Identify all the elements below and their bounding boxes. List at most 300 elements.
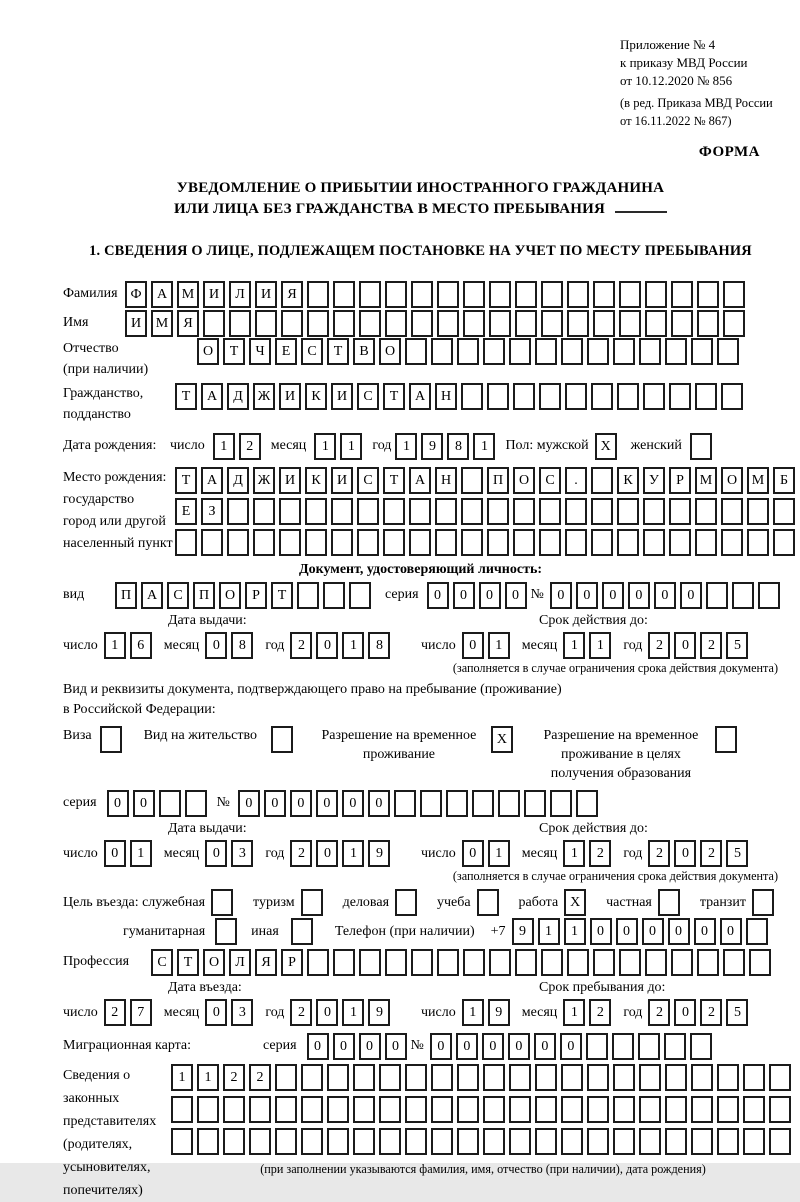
char-box[interactable]: 0 bbox=[616, 918, 638, 945]
char-box[interactable] bbox=[359, 949, 381, 976]
char-box[interactable] bbox=[457, 1096, 479, 1123]
char-box[interactable] bbox=[379, 1064, 401, 1091]
char-box[interactable]: Л bbox=[229, 281, 251, 308]
char-box[interactable]: 6 bbox=[130, 632, 152, 659]
char-box[interactable] bbox=[565, 529, 587, 556]
char-box[interactable] bbox=[333, 281, 355, 308]
char-box[interactable]: 0 bbox=[505, 582, 527, 609]
char-box[interactable] bbox=[203, 310, 225, 337]
char-box[interactable]: Т bbox=[383, 383, 405, 410]
char-box[interactable]: 0 bbox=[316, 632, 338, 659]
char-box[interactable] bbox=[617, 383, 639, 410]
char-box[interactable] bbox=[353, 1096, 375, 1123]
char-box[interactable] bbox=[197, 1096, 219, 1123]
char-box[interactable] bbox=[715, 726, 737, 753]
char-box[interactable]: У bbox=[643, 467, 665, 494]
temp-residence-checkbox[interactable] bbox=[491, 726, 517, 753]
char-box[interactable] bbox=[695, 529, 717, 556]
char-box[interactable]: 0 bbox=[238, 790, 260, 817]
char-box[interactable]: С bbox=[301, 338, 323, 365]
char-box[interactable]: О bbox=[513, 467, 535, 494]
char-box[interactable] bbox=[586, 1033, 608, 1060]
char-box[interactable]: Я bbox=[281, 281, 303, 308]
char-box[interactable] bbox=[431, 338, 453, 365]
char-box[interactable]: 0 bbox=[133, 790, 155, 817]
char-box[interactable] bbox=[717, 1128, 739, 1155]
char-box[interactable] bbox=[457, 1128, 479, 1155]
char-box[interactable]: 2 bbox=[104, 999, 126, 1026]
char-box[interactable] bbox=[645, 949, 667, 976]
char-box[interactable] bbox=[301, 1128, 323, 1155]
char-box[interactable] bbox=[617, 498, 639, 525]
char-box[interactable] bbox=[255, 310, 277, 337]
char-box[interactable] bbox=[249, 1128, 271, 1155]
char-box[interactable]: 8 bbox=[368, 632, 390, 659]
char-box[interactable] bbox=[645, 310, 667, 337]
temp-residence-edu-checkbox[interactable] bbox=[715, 726, 741, 753]
char-box[interactable]: 9 bbox=[368, 999, 390, 1026]
char-box[interactable] bbox=[100, 726, 122, 753]
char-box[interactable] bbox=[275, 1064, 297, 1091]
char-box[interactable]: 2 bbox=[648, 632, 670, 659]
char-box[interactable]: 1 bbox=[314, 433, 336, 460]
char-box[interactable]: 0 bbox=[674, 999, 696, 1026]
char-box[interactable]: 1 bbox=[342, 632, 364, 659]
char-box[interactable] bbox=[613, 338, 635, 365]
char-box[interactable]: X bbox=[564, 889, 586, 916]
char-box[interactable]: 0 bbox=[264, 790, 286, 817]
char-box[interactable] bbox=[567, 281, 589, 308]
char-box[interactable] bbox=[379, 1096, 401, 1123]
char-box[interactable] bbox=[253, 529, 275, 556]
char-box[interactable]: 0 bbox=[628, 582, 650, 609]
char-box[interactable]: Т bbox=[175, 383, 197, 410]
char-box[interactable] bbox=[561, 1128, 583, 1155]
char-box[interactable] bbox=[639, 338, 661, 365]
char-box[interactable] bbox=[431, 1128, 453, 1155]
char-box[interactable]: П bbox=[115, 582, 137, 609]
char-box[interactable] bbox=[638, 1033, 660, 1060]
char-box[interactable] bbox=[405, 1096, 427, 1123]
char-box[interactable]: 0 bbox=[720, 918, 742, 945]
char-box[interactable] bbox=[613, 1064, 635, 1091]
char-box[interactable] bbox=[612, 1033, 634, 1060]
char-box[interactable] bbox=[749, 949, 771, 976]
char-box[interactable]: И bbox=[203, 281, 225, 308]
char-box[interactable] bbox=[665, 1128, 687, 1155]
purpose-work-checkbox[interactable] bbox=[564, 889, 590, 916]
phone-digit-boxes[interactable] bbox=[512, 918, 772, 945]
char-box[interactable]: 1 bbox=[563, 632, 585, 659]
char-box[interactable]: А bbox=[409, 383, 431, 410]
char-box[interactable]: О bbox=[219, 582, 241, 609]
char-box[interactable] bbox=[435, 529, 457, 556]
char-box[interactable] bbox=[561, 1096, 583, 1123]
char-box[interactable] bbox=[539, 383, 561, 410]
char-box[interactable]: Р bbox=[669, 467, 691, 494]
char-box[interactable]: 1 bbox=[340, 433, 362, 460]
char-box[interactable]: X bbox=[491, 726, 513, 753]
char-box[interactable] bbox=[591, 383, 613, 410]
char-box[interactable] bbox=[747, 529, 769, 556]
char-box[interactable]: 2 bbox=[700, 840, 722, 867]
char-box[interactable]: Б bbox=[773, 467, 795, 494]
residence-permit-checkbox[interactable] bbox=[271, 726, 297, 753]
char-box[interactable] bbox=[227, 498, 249, 525]
char-box[interactable]: 2 bbox=[648, 999, 670, 1026]
char-box[interactable]: 8 bbox=[231, 632, 253, 659]
char-box[interactable] bbox=[561, 338, 583, 365]
char-box[interactable]: Н bbox=[435, 467, 457, 494]
char-box[interactable] bbox=[411, 310, 433, 337]
char-box[interactable] bbox=[211, 889, 233, 916]
char-box[interactable]: Т bbox=[177, 949, 199, 976]
char-box[interactable] bbox=[515, 949, 537, 976]
char-box[interactable]: 0 bbox=[482, 1033, 504, 1060]
char-box[interactable] bbox=[717, 1064, 739, 1091]
char-box[interactable] bbox=[385, 281, 407, 308]
char-box[interactable] bbox=[723, 281, 745, 308]
char-box[interactable] bbox=[565, 498, 587, 525]
char-box[interactable] bbox=[305, 529, 327, 556]
char-box[interactable]: И bbox=[279, 467, 301, 494]
char-box[interactable] bbox=[550, 790, 572, 817]
char-box[interactable] bbox=[461, 467, 483, 494]
char-box[interactable] bbox=[461, 383, 483, 410]
char-box[interactable]: 2 bbox=[700, 632, 722, 659]
char-box[interactable]: А bbox=[201, 383, 223, 410]
char-box[interactable] bbox=[279, 529, 301, 556]
char-box[interactable]: 0 bbox=[316, 790, 338, 817]
char-box[interactable]: 2 bbox=[589, 999, 611, 1026]
char-box[interactable] bbox=[691, 1096, 713, 1123]
char-box[interactable] bbox=[639, 1064, 661, 1091]
char-box[interactable]: З bbox=[201, 498, 223, 525]
sex-female-checkbox[interactable] bbox=[690, 433, 716, 460]
char-box[interactable]: 8 bbox=[447, 433, 469, 460]
char-box[interactable] bbox=[769, 1128, 791, 1155]
char-box[interactable] bbox=[437, 281, 459, 308]
char-box[interactable] bbox=[591, 467, 613, 494]
char-box[interactable]: 1 bbox=[104, 632, 126, 659]
char-box[interactable]: 0 bbox=[205, 999, 227, 1026]
char-box[interactable]: 1 bbox=[197, 1064, 219, 1091]
char-box[interactable] bbox=[461, 498, 483, 525]
char-box[interactable] bbox=[463, 310, 485, 337]
char-box[interactable] bbox=[593, 310, 615, 337]
char-box[interactable] bbox=[539, 498, 561, 525]
char-box[interactable]: 1 bbox=[564, 918, 586, 945]
char-box[interactable]: Ф bbox=[125, 281, 147, 308]
char-box[interactable]: М bbox=[747, 467, 769, 494]
char-box[interactable] bbox=[691, 338, 713, 365]
char-box[interactable] bbox=[643, 383, 665, 410]
char-box[interactable]: И bbox=[255, 281, 277, 308]
char-box[interactable] bbox=[691, 1064, 713, 1091]
char-box[interactable]: 0 bbox=[430, 1033, 452, 1060]
char-box[interactable]: 1 bbox=[395, 433, 417, 460]
purpose-study-checkbox[interactable] bbox=[477, 889, 503, 916]
purpose-private-checkbox[interactable] bbox=[658, 889, 684, 916]
char-box[interactable] bbox=[587, 1096, 609, 1123]
char-box[interactable]: М bbox=[177, 281, 199, 308]
char-box[interactable] bbox=[349, 582, 371, 609]
char-box[interactable] bbox=[690, 433, 712, 460]
char-box[interactable] bbox=[327, 1096, 349, 1123]
char-box[interactable] bbox=[409, 498, 431, 525]
char-box[interactable] bbox=[487, 529, 509, 556]
char-box[interactable]: 2 bbox=[290, 840, 312, 867]
char-box[interactable] bbox=[743, 1128, 765, 1155]
char-box[interactable] bbox=[463, 281, 485, 308]
char-box[interactable]: 2 bbox=[589, 840, 611, 867]
char-box[interactable] bbox=[567, 310, 589, 337]
char-box[interactable] bbox=[359, 281, 381, 308]
purpose-tourism-checkbox[interactable] bbox=[301, 889, 327, 916]
char-box[interactable] bbox=[535, 1128, 557, 1155]
char-box[interactable] bbox=[669, 383, 691, 410]
char-box[interactable] bbox=[301, 1064, 323, 1091]
char-box[interactable] bbox=[305, 498, 327, 525]
char-box[interactable] bbox=[483, 1064, 505, 1091]
sex-male-checkbox[interactable] bbox=[595, 433, 621, 460]
char-box[interactable] bbox=[431, 1064, 453, 1091]
char-box[interactable]: Д bbox=[227, 383, 249, 410]
char-box[interactable] bbox=[639, 1096, 661, 1123]
char-box[interactable] bbox=[333, 310, 355, 337]
char-box[interactable] bbox=[513, 383, 535, 410]
char-box[interactable]: 0 bbox=[642, 918, 664, 945]
char-box[interactable]: Р bbox=[245, 582, 267, 609]
char-box[interactable] bbox=[721, 498, 743, 525]
char-box[interactable]: 0 bbox=[668, 918, 690, 945]
char-box[interactable] bbox=[457, 1064, 479, 1091]
char-box[interactable] bbox=[171, 1128, 193, 1155]
char-box[interactable]: 0 bbox=[104, 840, 126, 867]
char-box[interactable] bbox=[769, 1096, 791, 1123]
char-box[interactable]: Р bbox=[281, 949, 303, 976]
char-box[interactable] bbox=[509, 338, 531, 365]
char-box[interactable] bbox=[671, 310, 693, 337]
char-box[interactable]: С bbox=[167, 582, 189, 609]
char-box[interactable] bbox=[359, 310, 381, 337]
char-box[interactable]: 1 bbox=[488, 840, 510, 867]
char-box[interactable]: 0 bbox=[342, 790, 364, 817]
char-box[interactable]: 0 bbox=[205, 840, 227, 867]
char-box[interactable] bbox=[379, 1128, 401, 1155]
char-box[interactable] bbox=[405, 338, 427, 365]
char-box[interactable]: 0 bbox=[590, 918, 612, 945]
char-box[interactable]: 0 bbox=[694, 918, 716, 945]
char-box[interactable]: И bbox=[125, 310, 147, 337]
char-box[interactable] bbox=[671, 281, 693, 308]
char-box[interactable]: 0 bbox=[534, 1033, 556, 1060]
char-box[interactable]: Л bbox=[229, 949, 251, 976]
char-box[interactable]: 0 bbox=[456, 1033, 478, 1060]
char-box[interactable] bbox=[291, 918, 313, 945]
char-box[interactable] bbox=[539, 529, 561, 556]
char-box[interactable] bbox=[769, 1064, 791, 1091]
char-box[interactable]: 0 bbox=[576, 582, 598, 609]
char-box[interactable] bbox=[721, 383, 743, 410]
char-box[interactable]: 1 bbox=[589, 632, 611, 659]
char-box[interactable]: X bbox=[595, 433, 617, 460]
char-box[interactable] bbox=[613, 1096, 635, 1123]
char-box[interactable]: С bbox=[357, 467, 379, 494]
char-box[interactable] bbox=[297, 582, 319, 609]
char-box[interactable]: Е bbox=[275, 338, 297, 365]
purpose-other-checkbox[interactable] bbox=[291, 918, 317, 945]
char-box[interactable] bbox=[535, 1096, 557, 1123]
char-box[interactable]: 0 bbox=[560, 1033, 582, 1060]
char-box[interactable] bbox=[353, 1128, 375, 1155]
char-box[interactable]: А bbox=[201, 467, 223, 494]
char-box[interactable]: И bbox=[279, 383, 301, 410]
char-box[interactable] bbox=[215, 918, 237, 945]
char-box[interactable] bbox=[643, 529, 665, 556]
char-box[interactable]: 9 bbox=[512, 918, 534, 945]
char-box[interactable]: С bbox=[151, 949, 173, 976]
char-box[interactable] bbox=[732, 582, 754, 609]
char-box[interactable] bbox=[223, 1128, 245, 1155]
char-box[interactable] bbox=[249, 1096, 271, 1123]
char-box[interactable] bbox=[483, 1128, 505, 1155]
char-box[interactable]: И bbox=[331, 467, 353, 494]
char-box[interactable] bbox=[669, 498, 691, 525]
char-box[interactable] bbox=[279, 498, 301, 525]
char-box[interactable] bbox=[524, 790, 546, 817]
char-box[interactable]: 0 bbox=[654, 582, 676, 609]
char-box[interactable] bbox=[331, 498, 353, 525]
char-box[interactable]: 0 bbox=[205, 632, 227, 659]
char-box[interactable] bbox=[323, 582, 345, 609]
char-box[interactable]: Я bbox=[177, 310, 199, 337]
char-box[interactable] bbox=[477, 889, 499, 916]
char-box[interactable] bbox=[752, 889, 774, 916]
char-box[interactable] bbox=[472, 790, 494, 817]
char-box[interactable]: 0 bbox=[359, 1033, 381, 1060]
char-box[interactable]: 5 bbox=[726, 840, 748, 867]
char-box[interactable] bbox=[175, 529, 197, 556]
char-box[interactable]: 3 bbox=[231, 999, 253, 1026]
char-box[interactable] bbox=[461, 529, 483, 556]
char-box[interactable] bbox=[593, 949, 615, 976]
char-box[interactable] bbox=[409, 529, 431, 556]
char-box[interactable]: Ч bbox=[249, 338, 271, 365]
char-box[interactable]: 0 bbox=[107, 790, 129, 817]
char-box[interactable] bbox=[671, 949, 693, 976]
char-box[interactable] bbox=[567, 949, 589, 976]
char-box[interactable] bbox=[513, 498, 535, 525]
char-box[interactable]: 1 bbox=[473, 433, 495, 460]
char-box[interactable]: . bbox=[565, 467, 587, 494]
char-box[interactable]: 0 bbox=[385, 1033, 407, 1060]
char-box[interactable] bbox=[405, 1064, 427, 1091]
char-box[interactable] bbox=[515, 310, 537, 337]
char-box[interactable] bbox=[565, 383, 587, 410]
char-box[interactable] bbox=[394, 790, 416, 817]
visa-checkbox[interactable] bbox=[100, 726, 126, 753]
char-box[interactable] bbox=[431, 1096, 453, 1123]
char-box[interactable]: Ж bbox=[253, 383, 275, 410]
char-box[interactable] bbox=[301, 889, 323, 916]
char-box[interactable]: 0 bbox=[368, 790, 390, 817]
purpose-official-checkbox[interactable] bbox=[211, 889, 237, 916]
char-box[interactable] bbox=[706, 582, 728, 609]
char-box[interactable]: 2 bbox=[648, 840, 670, 867]
char-box[interactable] bbox=[509, 1096, 531, 1123]
char-box[interactable]: К bbox=[305, 383, 327, 410]
char-box[interactable]: 1 bbox=[342, 999, 364, 1026]
char-box[interactable] bbox=[489, 949, 511, 976]
char-box[interactable] bbox=[483, 1096, 505, 1123]
char-box[interactable]: А bbox=[151, 281, 173, 308]
char-box[interactable] bbox=[487, 498, 509, 525]
char-box[interactable]: 1 bbox=[462, 999, 484, 1026]
char-box[interactable] bbox=[717, 338, 739, 365]
char-box[interactable]: М bbox=[695, 467, 717, 494]
char-box[interactable] bbox=[489, 310, 511, 337]
char-box[interactable] bbox=[509, 1064, 531, 1091]
char-box[interactable]: 1 bbox=[342, 840, 364, 867]
char-box[interactable]: 2 bbox=[239, 433, 261, 460]
char-box[interactable] bbox=[593, 281, 615, 308]
char-box[interactable]: Е bbox=[175, 498, 197, 525]
char-box[interactable] bbox=[587, 338, 609, 365]
char-box[interactable]: 0 bbox=[462, 840, 484, 867]
char-box[interactable]: 0 bbox=[316, 999, 338, 1026]
char-box[interactable]: 0 bbox=[333, 1033, 355, 1060]
char-box[interactable] bbox=[229, 310, 251, 337]
char-box[interactable] bbox=[576, 790, 598, 817]
char-box[interactable]: Д bbox=[227, 467, 249, 494]
char-box[interactable] bbox=[591, 498, 613, 525]
char-box[interactable]: 0 bbox=[427, 582, 449, 609]
char-box[interactable] bbox=[743, 1064, 765, 1091]
char-box[interactable] bbox=[253, 498, 275, 525]
char-box[interactable]: С bbox=[539, 467, 561, 494]
char-box[interactable] bbox=[483, 338, 505, 365]
char-box[interactable]: 0 bbox=[453, 582, 475, 609]
char-box[interactable] bbox=[697, 310, 719, 337]
char-box[interactable]: 1 bbox=[563, 999, 585, 1026]
char-box[interactable] bbox=[758, 582, 780, 609]
char-box[interactable] bbox=[697, 949, 719, 976]
char-box[interactable] bbox=[281, 310, 303, 337]
char-box[interactable]: С bbox=[357, 383, 379, 410]
char-box[interactable] bbox=[773, 498, 795, 525]
char-box[interactable]: 0 bbox=[674, 840, 696, 867]
char-box[interactable] bbox=[333, 949, 355, 976]
char-box[interactable]: Н bbox=[435, 383, 457, 410]
char-box[interactable] bbox=[223, 1096, 245, 1123]
char-box[interactable]: П bbox=[193, 582, 215, 609]
char-box[interactable] bbox=[513, 529, 535, 556]
char-box[interactable]: К bbox=[617, 467, 639, 494]
char-box[interactable] bbox=[721, 529, 743, 556]
char-box[interactable] bbox=[591, 529, 613, 556]
char-box[interactable]: 0 bbox=[674, 632, 696, 659]
char-box[interactable] bbox=[658, 889, 680, 916]
char-box[interactable] bbox=[271, 726, 293, 753]
char-box[interactable] bbox=[619, 310, 641, 337]
char-box[interactable]: П bbox=[487, 467, 509, 494]
char-box[interactable] bbox=[617, 529, 639, 556]
char-box[interactable] bbox=[743, 1096, 765, 1123]
char-box[interactable]: 3 bbox=[231, 840, 253, 867]
char-box[interactable] bbox=[587, 1064, 609, 1091]
char-box[interactable]: Я bbox=[255, 949, 277, 976]
